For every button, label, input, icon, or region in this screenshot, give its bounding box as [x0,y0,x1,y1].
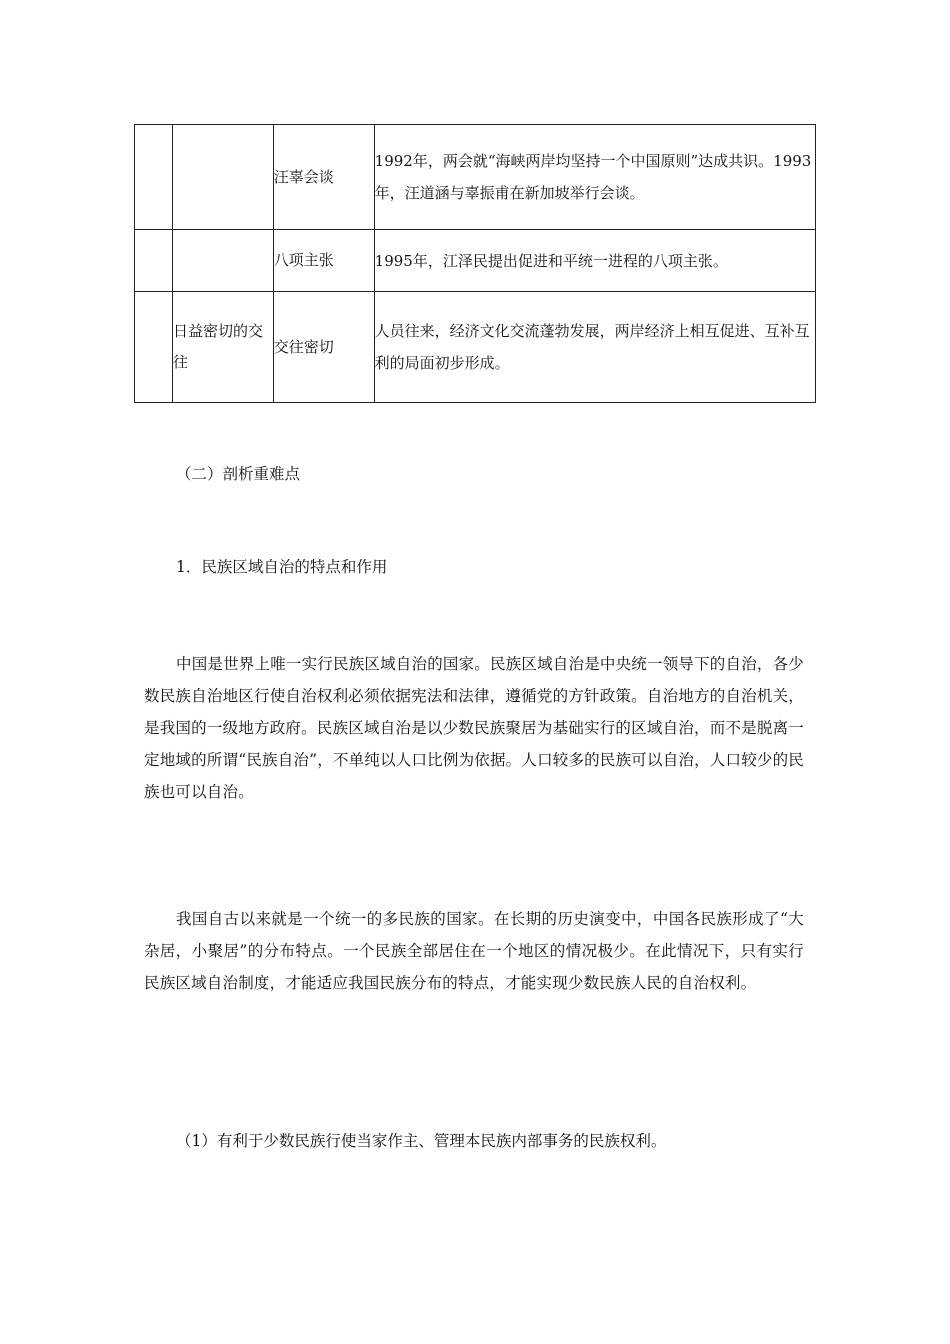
numbered-point: （1）有利于少数民族行使当家作主、管理本民族内部事务的民族权利。 [176,1132,667,1150]
detail-cell: 1995年，江泽民提出促进和平统一进程的八项主张。 [374,230,815,292]
subcategory-cell [172,230,273,292]
sub-heading: 1．民族区域自治的特点和作用 [176,558,388,576]
section-heading: （二）剖析重难点 [176,465,301,483]
table-row [135,230,816,292]
body-paragraph: 中国是世界上唯一实行民族区域自治的国家。民族区域自治是中央统一领导下的自治，各少数民族自治地区行使自治权利必须依据宪法和法律，遵循党的方针政策。自治地方的自治机关，是我国的一级地方政府。民族区域自治是以少数民族聚居为基础实行的区域自治，而不是脱离一定地域的所谓“民族自治”，不单纯以人口比例为依据。人口较多的民族可以自治，人口较少的民族也可以自治。 [144,655,805,801]
body-paragraph: 我国自古以来就是一个统一的多民族的国家。在长期的历史演变中，中国各民族形成了“大杂居，小聚居”的分布特点。一个民族全部居住在一个地区的情况极少。在此情况下，只有实行民族区域自治制度，才能适应我国民族分布的特点，才能实现少数民族人民的自治权利。 [144,910,804,992]
category-cell [135,230,173,292]
category-cell [135,125,173,230]
event-cell: 交往密切 [273,292,374,403]
subcategory-cell: 日益密切的交往 [172,292,273,403]
table-row [135,292,816,403]
detail-cell: 1992年，两会就“海峡两岸均坚持一个中国原则”达成共识。1993年，汪道涵与辜振甫在新加坡举行会谈。 [374,125,815,230]
summary-table [134,124,816,403]
detail-cell: 人员往来，经济文化交流蓬勃发展，两岸经济上相互促进、互补互利的局面初步形成。 [374,292,815,403]
subcategory-cell [172,125,273,230]
event-cell: 汪辜会谈 [273,125,374,230]
table-row [135,125,816,230]
event-cell: 八项主张 [273,230,374,292]
category-cell [135,292,173,403]
